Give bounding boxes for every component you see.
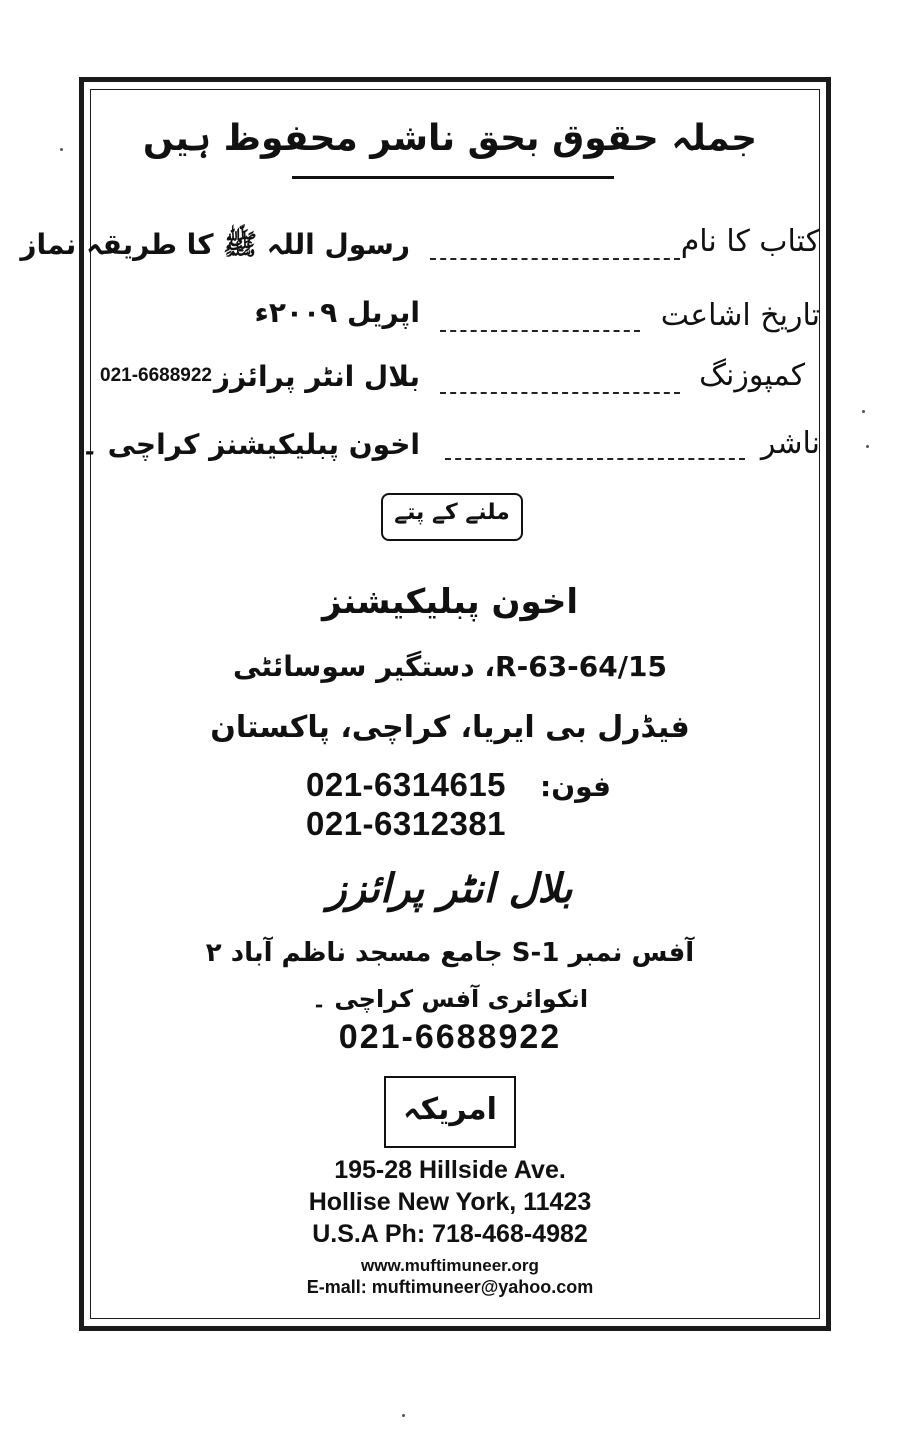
enterprise-logo-text: بلال انٹر پرائزز xyxy=(327,866,573,912)
publisher-phone-2: 021-6312381 xyxy=(306,805,507,842)
website-link[interactable]: www.muftimuneer.org xyxy=(361,1256,539,1275)
dash-leader xyxy=(445,458,745,460)
publisher-name: اخون پبلیکیشنز xyxy=(321,582,578,622)
publisher-label: ناشر xyxy=(760,426,820,461)
publisher-address-line2: فیڈرل بی ایریا، کراچی، پاکستان xyxy=(210,710,690,745)
book-name-value: رسول اللہ ﷺ کا طریقہ نماز xyxy=(20,228,410,261)
availability-heading: ملنے کے پتے xyxy=(394,500,510,525)
enterprise-address-line2: انکوائری آفس کراچی ۔ xyxy=(311,985,589,1013)
scan-speck xyxy=(60,148,63,151)
america-heading: امریکہ xyxy=(403,1092,497,1127)
scan-speck xyxy=(862,410,865,413)
composing-label: کمپوزنگ xyxy=(699,358,805,393)
phone-label: فون: xyxy=(540,770,611,803)
america-phone: U.S.A Ph: 718-468-4982 xyxy=(312,1220,588,1248)
enterprise-address-line1: آفس نمبر S-1 جامع مسجد ناظم آباد ۲ xyxy=(205,938,695,968)
dash-leader xyxy=(440,392,680,394)
email-link[interactable]: E-mall: muftimuneer@yahoo.com xyxy=(306,1277,594,1297)
publisher-value: اخون پبلیکیشنز کراچی ۔ xyxy=(81,428,420,461)
composing-value: بلال انٹر پرائزز xyxy=(213,360,420,393)
dash-leader xyxy=(430,258,680,260)
america-address-line2: Hollise New York, 11423 xyxy=(308,1188,592,1216)
enterprise-phone: 021-6688922 xyxy=(338,1018,562,1056)
dash-leader xyxy=(440,330,640,332)
book-name-label: کتاب کا نام xyxy=(680,224,820,259)
publish-date-value: اپریل ۲۰۰۹ء xyxy=(254,296,420,329)
america-address-line1: 195-28 Hillside Ave. xyxy=(334,1156,566,1184)
publisher-phone-1: 021-6314615 xyxy=(306,766,507,803)
scan-speck xyxy=(866,445,869,448)
copyright-title: جملہ حقوق بحق ناشر محفوظ ہیں xyxy=(142,118,758,159)
publish-date-label: تاریخ اشاعت xyxy=(660,298,820,333)
title-underline xyxy=(292,176,614,179)
scan-speck xyxy=(402,1414,405,1417)
publisher-address-line1: R-63-64/15، دستگیر سوسائٹی xyxy=(233,650,667,683)
composing-phone: 021-6688922 xyxy=(100,365,212,386)
